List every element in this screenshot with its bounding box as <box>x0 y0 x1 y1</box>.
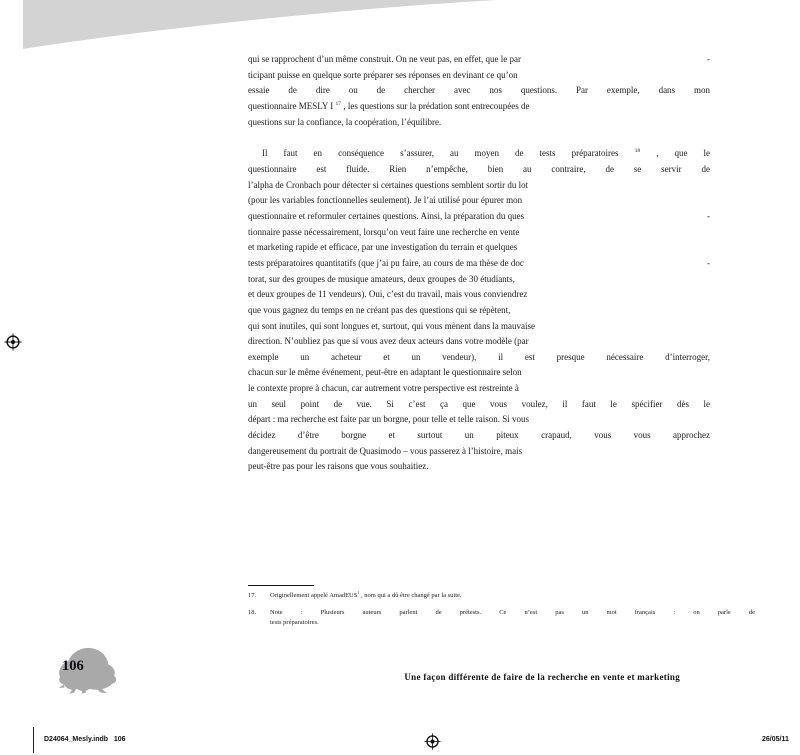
text-line <box>248 350 710 366</box>
text-line <box>270 591 755 601</box>
text-run: qui sont inutiles, qui sont longues et, surtout, qui vous mènent dans la mauvaise <box>248 320 535 331</box>
text-line <box>248 272 710 288</box>
text-run: qui se rapprochent d’un même construit. On ne veut pas, en effet, que le par <box>248 54 521 64</box>
footnote-number: 17. <box>248 592 257 599</box>
text-line <box>248 444 710 460</box>
text-run: et marketing rapide et efficace, par une investigation du terrain et quelques <box>248 242 518 253</box>
footnote-ref: 1 <box>357 589 360 595</box>
text-line <box>248 334 710 350</box>
text-run: ticipant puisse en quelque sorte préparer ses réponses en devinant ce qu’on <box>248 69 518 80</box>
text-line <box>248 397 710 413</box>
footnote-ref: 18 <box>634 148 641 155</box>
text-line <box>248 287 710 303</box>
text-line <box>248 240 710 256</box>
page-number: 106 <box>62 658 84 674</box>
text-run: tionnaire passe nécessairement, lorsqu’on veut faire une recherche en vente <box>248 226 520 237</box>
line-end-hyphen: - <box>707 210 710 221</box>
text-run: questionnaire et reformuler certaines questions. Ainsi, la préparation du ques <box>248 210 525 221</box>
footnote-number: 18. <box>248 609 257 616</box>
prepress-file-label: D24064_Mesly.indb 106 <box>44 736 126 743</box>
crop-mark <box>33 727 34 753</box>
text-line <box>248 193 710 209</box>
text-line <box>248 68 710 84</box>
text-run: , nom qui a dû être changé par la suite. <box>359 592 462 599</box>
text-line <box>248 99 710 115</box>
text-run: que vous gagnez du temps en ne créant pas des questions qui se répètent, <box>248 304 511 315</box>
registration-mark-left <box>4 333 22 351</box>
footnote-ref: 17 <box>335 100 342 107</box>
text-line <box>248 162 710 178</box>
text-line <box>248 83 710 99</box>
footnote-list <box>248 591 755 628</box>
footnotes <box>248 585 755 628</box>
footnote-text <box>270 608 755 628</box>
text-run: le contexte propre à chacun, car autrement votre perspective est restreinte à <box>248 383 519 394</box>
text-run: direction. N’oubliez pas que si vous avez deux acteurs dans votre modèle (par <box>248 336 529 347</box>
text-run: l’alpha de Cronbach pour détecter si certaines questions semblent sortir du lot <box>248 179 529 190</box>
text-line <box>270 618 755 628</box>
text-line <box>248 146 710 162</box>
text-line <box>248 115 710 131</box>
text-run: Il faut en conséquence s’assurer, au moyen de tests préparatoires <box>262 148 635 159</box>
footnote-rule <box>248 585 314 586</box>
text-run: Note : Plusieurs auteurs parlent de prétests. Ce n’est pas un mot français : on parle de <box>270 609 755 616</box>
text-run: questionnaire MESLY I <box>248 100 336 111</box>
text-run: essaie de dire ou de chercher avec nos questions. Par exemple, dans mon <box>248 85 710 96</box>
text-line <box>248 178 710 194</box>
text-line <box>248 303 710 319</box>
frog-ornament <box>50 642 122 694</box>
footnote-text <box>270 591 755 601</box>
text-line <box>248 209 710 225</box>
line-end-hyphen: - <box>707 54 710 64</box>
text-run: torat, sur des groupes de musique amateurs, deux groupes de 30 étudiants, <box>248 273 515 284</box>
text-line <box>248 319 710 335</box>
text-run: , que le <box>640 148 710 159</box>
text-line <box>248 52 710 68</box>
text-line <box>248 256 710 272</box>
text-run: dangereusement du portrait de Quasimodo – vous passerez à l’histoire, mais <box>248 445 523 456</box>
text-line <box>248 225 710 241</box>
top-corner-ornament-shape <box>23 0 497 49</box>
text-run: départ : ma recherche est faite par un borgne, pour telle et telle raison. Si vous <box>248 414 529 425</box>
text-run: questions sur la confiance, la coopération, l’équilibre. <box>248 116 442 127</box>
prepress-date: 26/05/11 <box>762 736 789 743</box>
paragraph <box>248 146 710 475</box>
text-run: et deux groupes de 11 vendeurs). Oui, c’est du travail, mais vous conviendrez <box>248 289 528 300</box>
running-footer-title: Une façon différente de faire de la recherche en vente et marketing <box>404 672 680 682</box>
text-run: tests préparatoires. <box>270 619 319 626</box>
text-line <box>248 381 710 397</box>
text-run: , les questions sur la prédation sont entrecoupées de <box>341 100 530 111</box>
text-line <box>248 365 710 381</box>
footnote <box>248 608 755 628</box>
footnote <box>248 591 755 601</box>
text-line <box>270 608 755 618</box>
text-run: exemple un acheteur et un vendeur), il est presque nécessaire d’interroger, <box>248 351 710 362</box>
text-run: questionnaire est fluide. Rien n’empêche, bien au contraire, de se servir de <box>248 163 710 174</box>
top-corner-ornament <box>0 0 520 52</box>
text-run: chacun sur le même événement, peut-être en adaptant le questionnaire selon <box>248 367 522 378</box>
text-run: un seul point de vue. Si c’est ça que vous voulez, il faut le spécifier dès le <box>248 398 710 409</box>
body-text <box>248 52 710 491</box>
text-run: tests préparatoires quantitatifs (que j’ai pu faire, au cours de ma thèse de doc <box>248 257 524 268</box>
registration-mark-bottom <box>424 733 441 750</box>
text-run: (pour les variables fonctionnelles seulement). Je l’ai utilisé pour épurer mon <box>248 195 523 206</box>
line-end-hyphen: - <box>707 257 710 268</box>
text-run: décidez d’être borgne et surtout un piteux crapaud, vous vous approchez <box>248 430 710 441</box>
text-run: peut-être pas pour les raisons que vous souhaitiez. <box>248 461 429 472</box>
text-line <box>248 428 710 444</box>
text-line <box>248 412 710 428</box>
paragraph <box>248 52 710 130</box>
text-run: Originellement appelé AmadEUS <box>270 592 358 599</box>
text-line <box>248 459 710 475</box>
